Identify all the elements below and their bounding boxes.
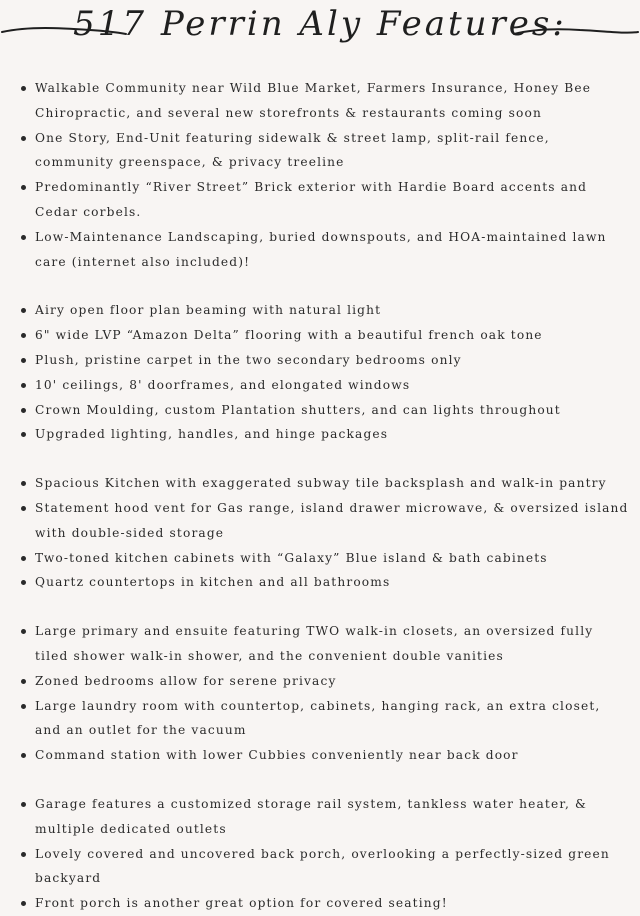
feature-item (0, 471, 640, 496)
feature-item (0, 348, 640, 373)
feature-text: Upgraded lighting, handles, and hinge packages (35, 427, 389, 442)
bullet-icon (21, 506, 26, 511)
feature-text: Command station with lower Cubbies conveniently near back door (35, 748, 519, 763)
feature-text: Lovely covered and uncovered back porch, overlooking a perfectly-sized green backyard (35, 846, 610, 886)
feature-item (0, 842, 640, 892)
bullet-icon (21, 704, 26, 709)
feature-group-community (0, 76, 640, 274)
feature-text: One Story, End-Unit featuring sidewalk & street lamp, split-rail fence, community greenspace, & privacy treeline (35, 130, 550, 170)
feature-text: Walkable Community near Wild Blue Market, Farmers Insurance, Honey Bee Chiropractic, and several new storefronts & restaurants coming soon (35, 81, 592, 120)
feature-group-bedrooms (0, 619, 640, 768)
feature-item (0, 373, 640, 398)
feature-item (0, 570, 640, 595)
bullet-icon (21, 629, 26, 634)
bullet-icon (21, 481, 26, 486)
bullet-icon (21, 556, 26, 561)
bullet-icon (21, 432, 26, 437)
right-swash-decoration (510, 18, 640, 48)
page-title: 517 Perrin Aly Features: (73, 4, 567, 44)
feature-item (0, 792, 640, 842)
feature-item (0, 422, 640, 447)
bullet-icon (21, 136, 26, 141)
feature-item (0, 496, 640, 546)
feature-text: Low-Maintenance Landscaping, buried downspouts, and HOA-maintained lawn care (internet also included)! (35, 229, 607, 269)
feature-item (0, 298, 640, 323)
feature-text: Front porch is another great option for covered seating! (35, 896, 448, 911)
bullet-icon (21, 408, 26, 413)
feature-text: Quartz countertops in kitchen and all bathrooms (35, 575, 391, 590)
features-content (0, 76, 640, 916)
bullet-icon (21, 383, 26, 388)
feature-item (0, 694, 640, 744)
bullet-icon (21, 679, 26, 684)
bullet-icon (21, 852, 26, 857)
bullet-icon (21, 235, 26, 240)
feature-text: Zoned bedrooms allow for serene privacy (35, 673, 337, 688)
feature-text: Garage features a customized storage rail system, tankless water heater, & multiple dedicated outlets (35, 796, 588, 836)
bullet-icon (21, 802, 26, 807)
bullet-icon (21, 86, 26, 91)
feature-item (0, 669, 640, 694)
feature-item (0, 619, 640, 669)
feature-group-interior (0, 298, 640, 447)
feature-text: Crown Moulding, custom Plantation shutters, and can lights throughout (35, 402, 561, 417)
feature-text: Large primary and ensuite featuring TWO walk-in closets, an oversized fully tiled shower walk-in shower, and the convenient double vanities (35, 624, 594, 663)
feature-text: Airy open floor plan beaming with natural light (35, 303, 382, 318)
feature-item (0, 891, 640, 916)
feature-text: 6" wide LVP “Amazon Delta” flooring with a beautiful french oak tone (35, 328, 543, 343)
bullet-icon (21, 333, 26, 338)
feature-text: Spacious Kitchen with exaggerated subway tile backsplash and walk-in pantry (35, 476, 607, 491)
feature-group-exterior (0, 792, 640, 916)
feature-item (0, 323, 640, 348)
feature-item (0, 175, 640, 225)
feature-text: Two-toned kitchen cabinets with “Galaxy” Blue island & bath cabinets (35, 550, 548, 565)
feature-text: Plush, pristine carpet in the two secondary bedrooms only (35, 352, 462, 367)
bullet-icon (21, 185, 26, 190)
bullet-icon (21, 901, 26, 906)
header (0, 0, 640, 70)
feature-item (0, 225, 640, 275)
feature-item (0, 76, 640, 126)
feature-text: Large laundry room with countertop, cabinets, hanging rack, an extra closet, and an outlet for the vacuum (35, 698, 601, 738)
feature-text: Predominantly “River Street” Brick exterior with Hardie Board accents and Cedar corbels. (35, 180, 588, 219)
bullet-icon (21, 358, 26, 363)
bullet-icon (21, 308, 26, 313)
feature-item (0, 546, 640, 571)
feature-item (0, 743, 640, 768)
bullet-icon (21, 753, 26, 758)
feature-group-kitchen (0, 471, 640, 595)
bullet-icon (21, 580, 26, 585)
feature-item (0, 126, 640, 176)
feature-text: 10' ceilings, 8' doorframes, and elongated windows (35, 377, 411, 392)
feature-item (0, 398, 640, 423)
feature-text: Statement hood vent for Gas range, island drawer microwave, & oversized island with double-sided storage (35, 500, 629, 540)
